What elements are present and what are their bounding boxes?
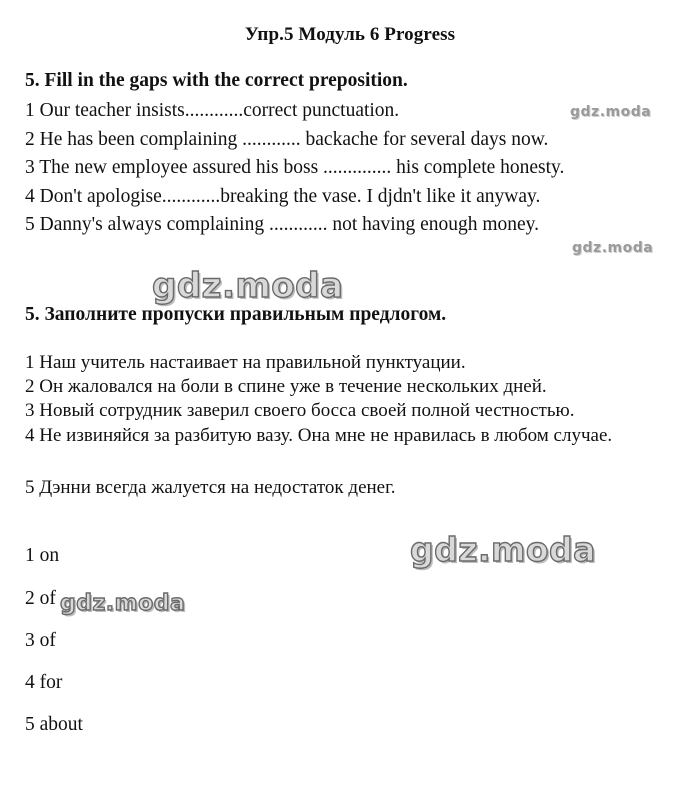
english-sentence-2: 2 He has been complaining ............ backache for several days now. [25,129,549,150]
russian-sentence-3: 3 Новый сотрудник заверил своего босса своей полной честностью. [25,400,575,421]
english-sentence-5: 5 Danny's always complaining ............ not having enough money. [25,214,540,235]
russian-sentence-2: 2 Он жаловался на боли в спине уже в течение нескольких дней. [25,376,547,397]
watermark-logo: gdz.moda [570,104,652,120]
watermark-logo: gdz.moda [410,530,596,569]
english-task-heading: 5. Fill in the gaps with the correct preposition. [25,70,408,91]
answer-2: 2 of [25,588,56,609]
answer-3: 3 of [25,630,56,651]
russian-sentence-5: 5 Дэнни всегда жалуется на недостаток денег. [25,477,396,498]
watermark-logo: gdz.moda [60,591,186,616]
russian-task-heading: 5. Заполните пропуски правильным предлогом. [25,304,447,325]
page-title: Упр.5 Модуль 6 Progress [244,24,456,45]
answer-1: 1 on [25,545,60,566]
english-sentence-4: 4 Don't apologise............breaking the vase. I djdn't like it anyway. [25,186,541,207]
watermark-logo: gdz.moda [572,240,654,256]
russian-sentence-1: 1 Наш учитель настаивает на правильной пунктуации. [25,352,466,373]
answer-4: 4 for [25,672,63,693]
answer-5: 5 about [25,714,83,735]
english-sentence-3: 3 The new employee assured his boss .............. his complete honesty. [25,157,565,178]
english-sentence-1: 1 Our teacher insists............correct punctuation. [25,100,400,121]
russian-sentence-4: 4 Не извиняйся за разбитую вазу. Она мне не нравилась в любом случае. [25,425,613,446]
watermark-logo: gdz.moda [152,266,344,306]
